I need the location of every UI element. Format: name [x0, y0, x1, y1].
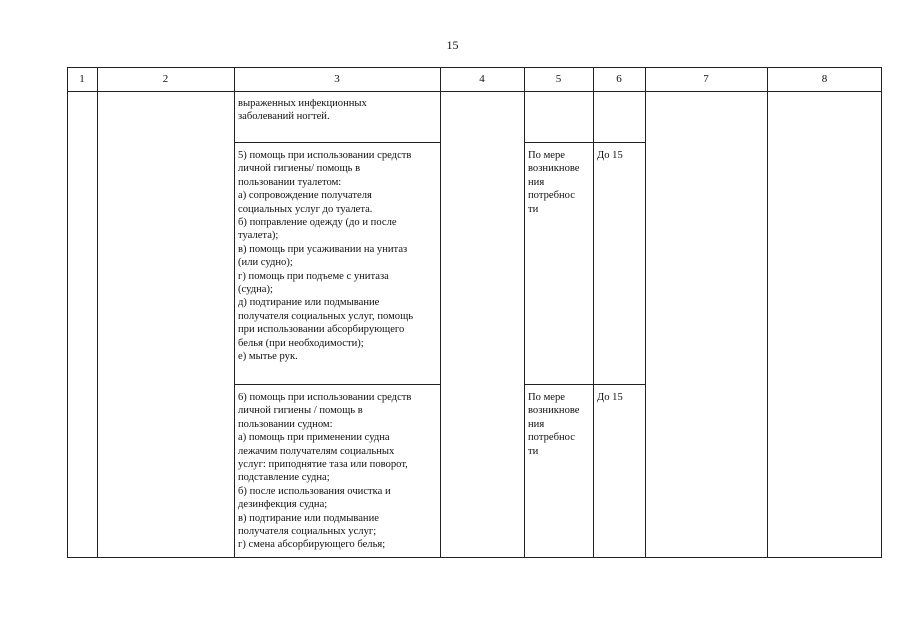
row1-service-description: выраженных инфекционных заболеваний ногтей.	[238, 98, 367, 123]
col-divider-4	[524, 67, 525, 558]
col-divider-3	[440, 67, 441, 558]
header-bottom-border	[67, 91, 882, 92]
row3-duration: До 15	[597, 392, 623, 403]
col-divider-7	[767, 67, 768, 558]
column-header-6: 6	[616, 73, 622, 85]
col-divider-2	[234, 67, 235, 558]
column-header-1: 1	[79, 73, 85, 85]
row2-frequency: По мере возникнове ния потребнос ти	[528, 150, 580, 215]
column-header-3: 3	[334, 73, 340, 85]
row-divider-col3-1	[234, 142, 441, 143]
services-table	[67, 67, 882, 558]
column-header-2: 2	[162, 73, 169, 85]
row-divider-col56-2	[524, 384, 646, 385]
page-number: 15	[446, 38, 459, 52]
col-divider-6	[645, 67, 646, 558]
row2-service-description: 5) помощь при использовании средств личной гигиены/ помощь в пользовании туалетом: а) сопровождение получателя социальных услуг до туалета. б) поправление одежду (до и после туалета); в) помощь при усаживании на унитаз (или судно); г) помощь при подъеме с унитаза (судна); д) подтирание или подмывание получателя социальных услуг, помощь при использовании абсорбирующего белья (при необходимости); е) мытье рук.	[238, 150, 414, 363]
column-header-7: 7	[703, 73, 709, 85]
col-divider-5	[593, 67, 594, 558]
table-left-border	[67, 67, 68, 558]
column-header-8: 8	[821, 73, 828, 85]
row3-service-description: 6) помощь при использовании средств личной гигиены / помощь в пользовании судном: а) помощь при применении судна лежачим получателям социальных услуг: приподнятие таза или поворот, подставление судна; б) после использования очистка и дезинфекция судна; в) подтирание или подмывание получателя социальных услуг; г) смена абсорбирующего белья;	[238, 392, 412, 551]
column-header-4: 4	[479, 73, 485, 85]
row2-duration: До 15	[597, 150, 623, 161]
row3-frequency: По мере возникнове ния потребнос ти	[528, 392, 580, 457]
table-right-border	[881, 67, 882, 558]
row-divider-col3-2	[234, 384, 441, 385]
col-divider-1	[97, 67, 98, 558]
row-divider-col56-1	[524, 142, 646, 143]
column-header-5: 5	[555, 73, 562, 85]
table-bottom-border	[67, 557, 882, 558]
